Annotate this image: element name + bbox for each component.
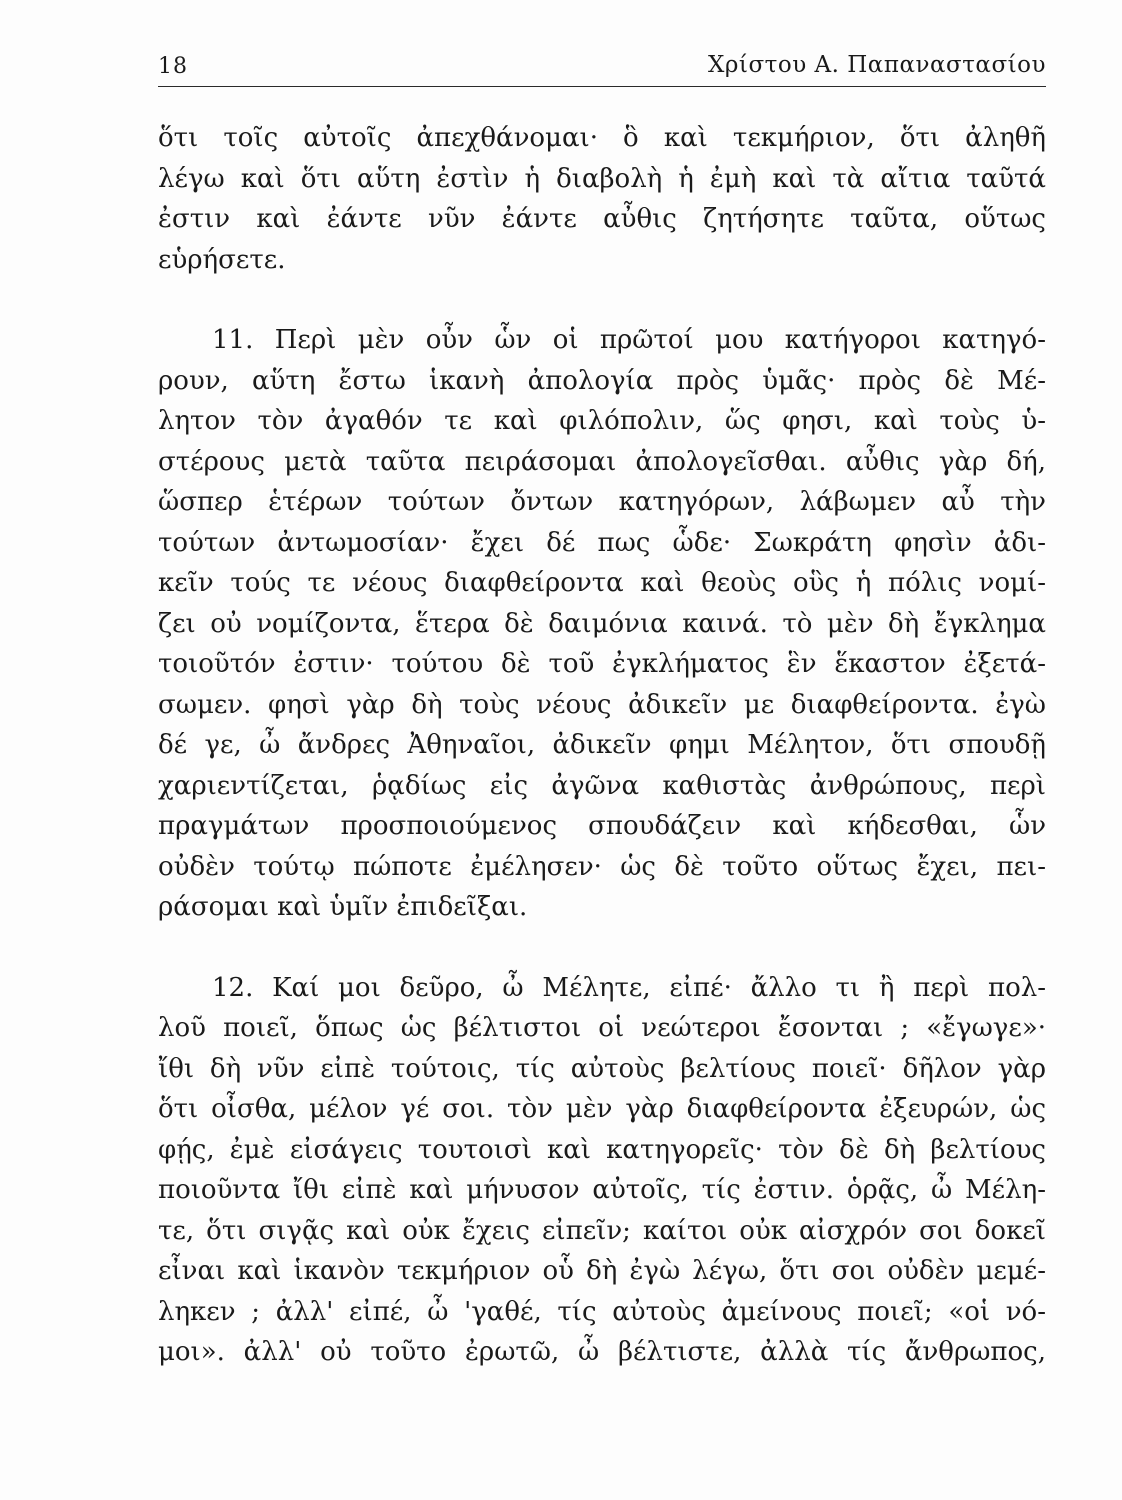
text-line: εὑρήσετε. [158, 244, 286, 275]
text-line: 12. Καί μοι δεῦρο, ὦ Μέλητε, εἰπέ· ἄλλο τι ἢ περὶ πολ- [212, 972, 1046, 1003]
text-line: ἴθι δὴ νῦν εἰπὲ τούτοις, τίς αὐτοὺς βελτίους ποιεῖ· δῆλον γὰρ [158, 1053, 1046, 1084]
text-line: ληκεν ; ἀλλ' εἰπέ, ὦ 'γαθέ, τίς αὐτοὺς ἀμείνους ποιεῖ; «οἱ νό- [158, 1296, 1046, 1327]
text-line: ὥσπερ ἑτέρων τούτων ὄντων κατηγόρων, λάβωμεν αὖ τὴν [158, 487, 1046, 517]
text-line: δέ γε, ὦ ἄνδρες Ἀθηναῖοι, ἀδικεῖν φημι Μέλητον, ὅτι σπουδῇ [158, 730, 1046, 760]
text-line: στέρους μετὰ ταῦτα πειράσομαι ἀπολογεῖσθαι. αὖθις γὰρ δή, [158, 446, 1046, 477]
text-line: τούτων ἀντωμοσίαν· ἔχει δέ πως ὧδε· Σωκράτη φησὶν ἀδι- [158, 527, 1046, 558]
paragraph-gap [158, 928, 1046, 968]
text-line: κεῖν τούς τε νέους διαφθείροντα καὶ θεοὺς οὓς ἡ πόλις νομί- [158, 568, 1046, 598]
text-line: πραγμάτων προσποιούμενος σπουδάζειν καὶ κήδεσθαι, ὧν [158, 811, 1046, 841]
text-line: λοῦ ποιεῖ, ὅπως ὡς βέλτιστοι οἱ νεώτεροι ἔσονται ; «ἔγωγε»· [158, 1013, 1046, 1043]
text-line: λητον τὸν ἀγαθόν τε καὶ φιλόπολιν, ὥς φησι, καὶ τοὺς ὑ- [158, 406, 1046, 436]
text-line: 11. Περὶ μὲν οὖν ὧν οἱ πρῶτοί μου κατήγοροι κατηγό- [212, 325, 1046, 355]
text-line: χαριεντίζεται, ῥᾳδίως εἰς ἀγῶνα καθιστὰς ἀνθρώπους, περὶ [158, 770, 1046, 801]
text-line: ζει οὐ νομίζοντα, ἕτερα δὲ δαιμόνια καινά. τὸ μὲν δὴ ἔγκλημα [158, 608, 1046, 639]
text-line: εἶναι καὶ ἱκανὸν τεκμήριον οὗ δὴ ἐγὼ λέγω, ὅτι σοι οὐδὲν μεμέ- [158, 1256, 1046, 1286]
text-line: ὅτι οἶσθα, μέλον γέ σοι. τὸν μὲν γὰρ διαφθείροντα ἐξευρών, ὡς [158, 1094, 1046, 1124]
text-line: τοιοῦτόν ἐστιν· τούτου δὲ τοῦ ἐγκλήματος ἓν ἕκαστον ἐξετά- [158, 649, 1046, 679]
paragraph-1 [158, 118, 1046, 280]
text-line: μοι». ἀλλ' οὐ τοῦτο ἐρωτῶ, ὦ βέλτιστε, ἀλλὰ τίς ἄνθρωπος, [158, 1337, 1046, 1367]
text-line: οὐδὲν τούτῳ πώποτε ἐμέλησεν· ὡς δὲ τοῦτο οὕτως ἔχει, πει- [158, 851, 1046, 882]
body-text [158, 118, 1046, 1373]
paragraph-11 [158, 320, 1046, 928]
text-line: ρουν, αὕτη ἔστω ἱκανὴ ἀπολογία πρὸς ὑμᾶς· πρὸς δὲ Μέ- [158, 365, 1046, 396]
header-rule [158, 86, 1046, 87]
text-line: σωμεν. φησὶ γὰρ δὴ τοὺς νέους ἀδικεῖν με διαφθείροντα. ἐγὼ [158, 689, 1046, 720]
text-line: ποιοῦντα ἴθι εἰπὲ καὶ μήνυσον αὐτοῖς, τίς ἐστιν. ὁρᾷς, ὦ Μέλη- [158, 1175, 1046, 1205]
page-header [158, 46, 1046, 86]
running-head: Χρίστου Α. Παπαναστασίου [708, 52, 1046, 78]
paragraph-12 [158, 968, 1046, 1373]
text-line: λέγω καὶ ὅτι αὕτη ἐστὶν ἡ διαβολὴ ἡ ἐμὴ καὶ τὰ αἴτια ταῦτά [158, 163, 1046, 194]
paragraph-gap [158, 280, 1046, 320]
page-number: 18 [158, 54, 188, 79]
text-line: ράσομαι καὶ ὑμῖν ἐπιδεῖξαι. [158, 892, 528, 922]
text-line: ὅτι τοῖς αὐτοῖς ἀπεχθάνομαι· ὃ καὶ τεκμήριον, ὅτι ἀληθῆ [158, 123, 1046, 153]
text-line: φῄς, ἐμὲ εἰσάγεις τουτοισὶ καὶ κατηγορεῖς· τὸν δὲ δὴ βελτίους [158, 1134, 1046, 1165]
text-line: ἐστιν καὶ ἐάντε νῦν ἐάντε αὖθις ζητήσητε ταῦτα, οὕτως [158, 204, 1046, 234]
text-line: τε, ὅτι σιγᾷς καὶ οὐκ ἔχεις εἰπεῖν; καίτοι οὐκ αἰσχρόν σοι δοκεῖ [158, 1215, 1046, 1246]
